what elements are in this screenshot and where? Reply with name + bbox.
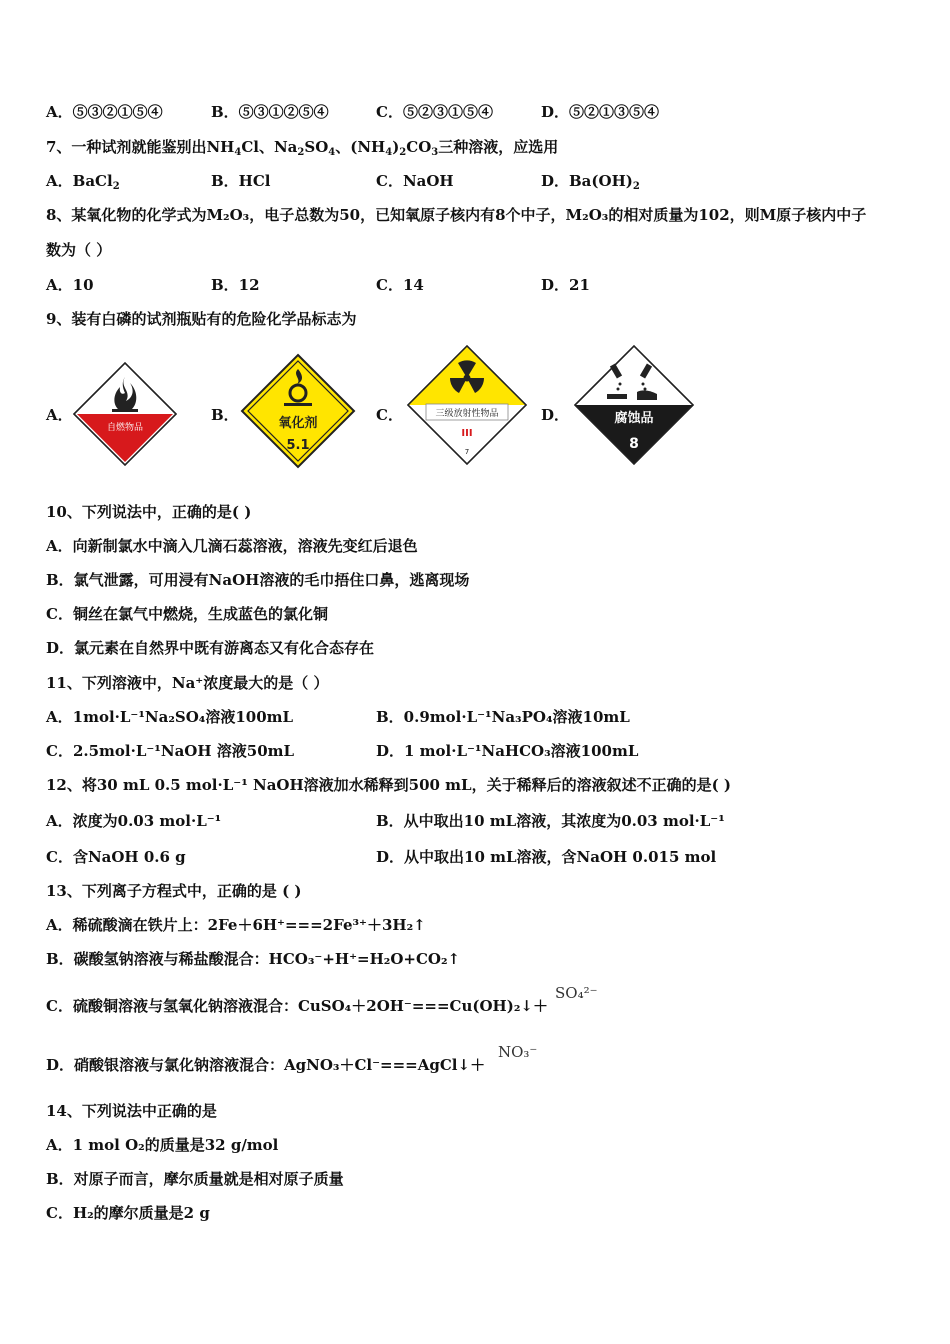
q6-option-a: A．⑤③②①⑤④ <box>46 103 163 121</box>
q12-option-a: A．浓度为0.03 mol·L⁻¹ <box>46 812 222 830</box>
q9-stem: 9、装有白磷的试剂瓶贴有的危险化学品标志为 <box>46 310 357 328</box>
q7-option-a: A．BaCl$_2$ <box>46 172 120 192</box>
oxidizer-sign <box>240 353 356 469</box>
q7-option-b: B．HCl <box>211 172 271 190</box>
q7-option-d: D．$Ba(OH)_2$ <box>541 172 640 192</box>
sign-b-text: 氧化剂 <box>278 416 318 431</box>
radioactive-sign <box>406 344 528 466</box>
q10-option-c: C．铜丝在氯气中燃烧，生成蓝色的氯化铜 <box>46 605 328 623</box>
q6-option-c: C．⑤②③①⑤④ <box>376 103 493 121</box>
sign-b-number: 5.1 <box>286 438 310 453</box>
q8-option-a: A．10 <box>46 276 94 294</box>
q11-option-c: C．2.5mol·L⁻¹NaOH 溶液50mL <box>46 742 295 760</box>
q13-option-d-ion: NO₃⁻ <box>498 1043 538 1061</box>
flammable-solid-sign <box>72 361 178 467</box>
q14-option-c: C．H₂的摩尔质量是2 g <box>46 1204 210 1222</box>
q11-option-a: A．1mol·L⁻¹Na₂SO₄溶液100mL <box>46 708 294 726</box>
q11-option-b: B．0.9mol·L⁻¹Na₃PO₄溶液10mL <box>376 708 630 726</box>
q12-stem: 12、将30 mL 0.5 mol·L⁻¹ NaOH溶液加水稀释到500 mL，关于稀释后的溶液叙述不正确的是( ) <box>46 776 732 794</box>
q13-option-b: B．碳酸氢钠溶液与稀盐酸混合：HCO₃⁻+H⁺=H₂O+CO₂↑ <box>46 950 461 968</box>
q13-option-c: C．硫酸铜溶液与氢氧化钠溶液混合：CuSO₄＋2OH⁻===Cu(OH)₂↓＋ <box>46 997 548 1015</box>
q7-option-c: C．NaOH <box>376 172 454 190</box>
q10-option-d: D．氯元素在自然界中既有游离态又有化合态存在 <box>46 639 375 657</box>
q8-stem-line1: 8、某氧化物的化学式为M₂O₃，电子总数为50，已知氧原子核内有8个中子，M₂O₃的相对质量为102，则M原子核内中子 <box>46 206 867 224</box>
q8-option-b: B．12 <box>211 276 260 294</box>
q12-option-c: C．含NaOH 0.6 g <box>46 848 186 866</box>
q13-option-a: A．稀硫酸滴在铁片上：2Fe＋6H⁺===2Fe³⁺＋3H₂↑ <box>46 916 426 934</box>
q13-stem: 13、下列离子方程式中，正确的是 ( ) <box>46 882 302 900</box>
q14-stem: 14、下列说法中正确的是 <box>46 1102 217 1120</box>
q9-option-c-label: C． <box>376 406 403 424</box>
q14-option-a: A．1 mol O₂的质量是32 g/mol <box>46 1136 279 1154</box>
sign-d-number: 8 <box>629 436 639 452</box>
q13-option-c-ion: SO₄²⁻ <box>555 984 598 1002</box>
q8-option-c: C．14 <box>376 276 424 294</box>
q14-option-b: B．对原子而言，摩尔质量就是相对原子质量 <box>46 1170 344 1188</box>
sign-c-text: 三级放射性物品 <box>435 409 499 419</box>
q11-stem: 11、下列溶液中，Na⁺浓度最大的是（ ） <box>46 674 329 692</box>
sign-c-roman: III <box>461 428 473 439</box>
sign-a-text: 自燃物品 <box>106 423 144 433</box>
q12-option-b: B．从中取出10 mL溶液，其浓度为0.03 mol·L⁻¹ <box>376 812 725 830</box>
q6-option-b: B．⑤③①②⑤④ <box>211 103 329 121</box>
q10-stem: 10、下列说法中，正确的是( ) <box>46 503 252 521</box>
q6-option-d: D．⑤②①③⑤④ <box>541 103 660 121</box>
q9-option-a-label: A． <box>46 406 73 424</box>
q8-stem-line2: 数为（ ） <box>46 241 112 259</box>
q11-option-d: D．1 mol·L⁻¹NaHCO₃溶液100mL <box>376 742 639 760</box>
q9-option-d-label: D． <box>541 406 570 424</box>
q13-option-d: D．硝酸银溶液与氯化钠溶液混合：AgNO₃＋Cl⁻===AgCl↓＋ <box>46 1056 486 1074</box>
q10-option-a: A．向新制氯水中滴入几滴石蕊溶液，溶液先变红后退色 <box>46 537 418 555</box>
q10-option-b: B．氯气泄露，可用浸有NaOH溶液的毛巾捂住口鼻，逃离现场 <box>46 571 470 589</box>
q9-option-b-label: B． <box>211 406 239 424</box>
q12-option-d: D．从中取出10 mL溶液，含NaOH 0.015 mol <box>376 848 717 866</box>
corrosive-sign <box>573 344 695 466</box>
sign-d-text: 腐蚀品 <box>614 411 654 426</box>
q7-stem: 7、一种试剂就能鉴别出$NH_4Cl$、$Na_2SO_4$、$(NH_4)_2CO_3$三种溶液，应选用 <box>46 138 559 158</box>
sign-c-number: 7 <box>464 448 470 456</box>
q8-option-d: D．21 <box>541 276 590 294</box>
